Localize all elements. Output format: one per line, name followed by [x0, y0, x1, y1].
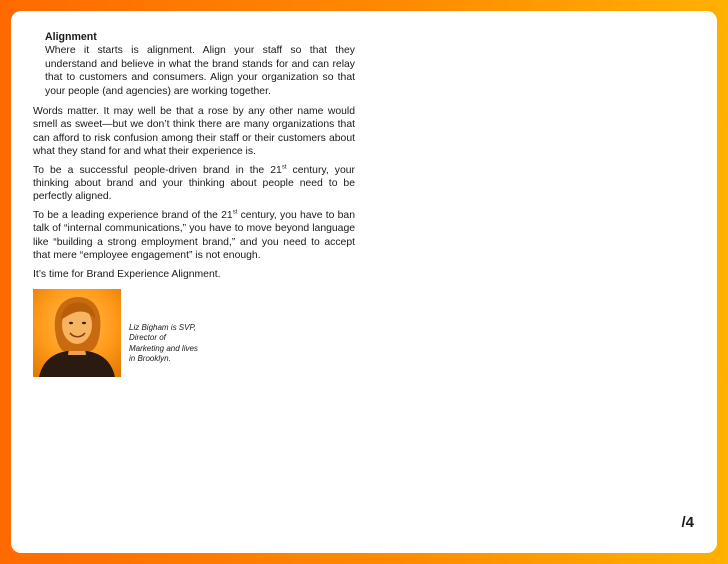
- alignment-heading: Alignment: [45, 31, 97, 43]
- paragraph-words-matter: Words matter. It may well be that a rose by any other name would smell as sweet—but we don’t think there are many organizations that can afford to risk confusion among their staff or their customers about what they stand for and what their experience is.: [33, 106, 355, 158]
- author-caption: Liz Bigham is SVP, Director of Marketing and lives in Brooklyn.: [129, 322, 198, 364]
- paragraph-closing: It’s time for Brand Experience Alignment.: [33, 268, 221, 280]
- author-photo: [33, 289, 121, 377]
- page: [11, 11, 717, 553]
- page-number: /4: [681, 514, 694, 531]
- author-block: [33, 289, 355, 389]
- paragraph-people-driven: [33, 164, 355, 204]
- paragraph-experience-brand-end: century, you have to ban talk of “internal communications,” you have to move beyond language like “building a strong employment brand,” and you need to accept that mere “employee engagement” is not enough.: [33, 209, 355, 262]
- paragraph-experience-brand-start: To be a leading experience brand of the 21: [33, 209, 233, 221]
- text-column: [33, 31, 355, 389]
- alignment-section: [33, 31, 355, 98]
- paragraph-people-driven-start: To be a successful people-driven brand in the 21: [33, 164, 282, 176]
- ordinal-suffix: st: [281, 164, 287, 171]
- paragraph-people-driven-end: century, your thinking about brand and your thinking about people need to be perfectly aligned.: [33, 164, 355, 203]
- paragraph-experience-brand: [33, 209, 355, 263]
- alignment-body: Where it starts is alignment. Align your staff so that they understand and believe in what the brand stands for and can relay that to customers and consumers. Align your organization so that your people (and agencies) are working together.: [45, 45, 355, 97]
- ordinal-suffix: st: [232, 209, 238, 216]
